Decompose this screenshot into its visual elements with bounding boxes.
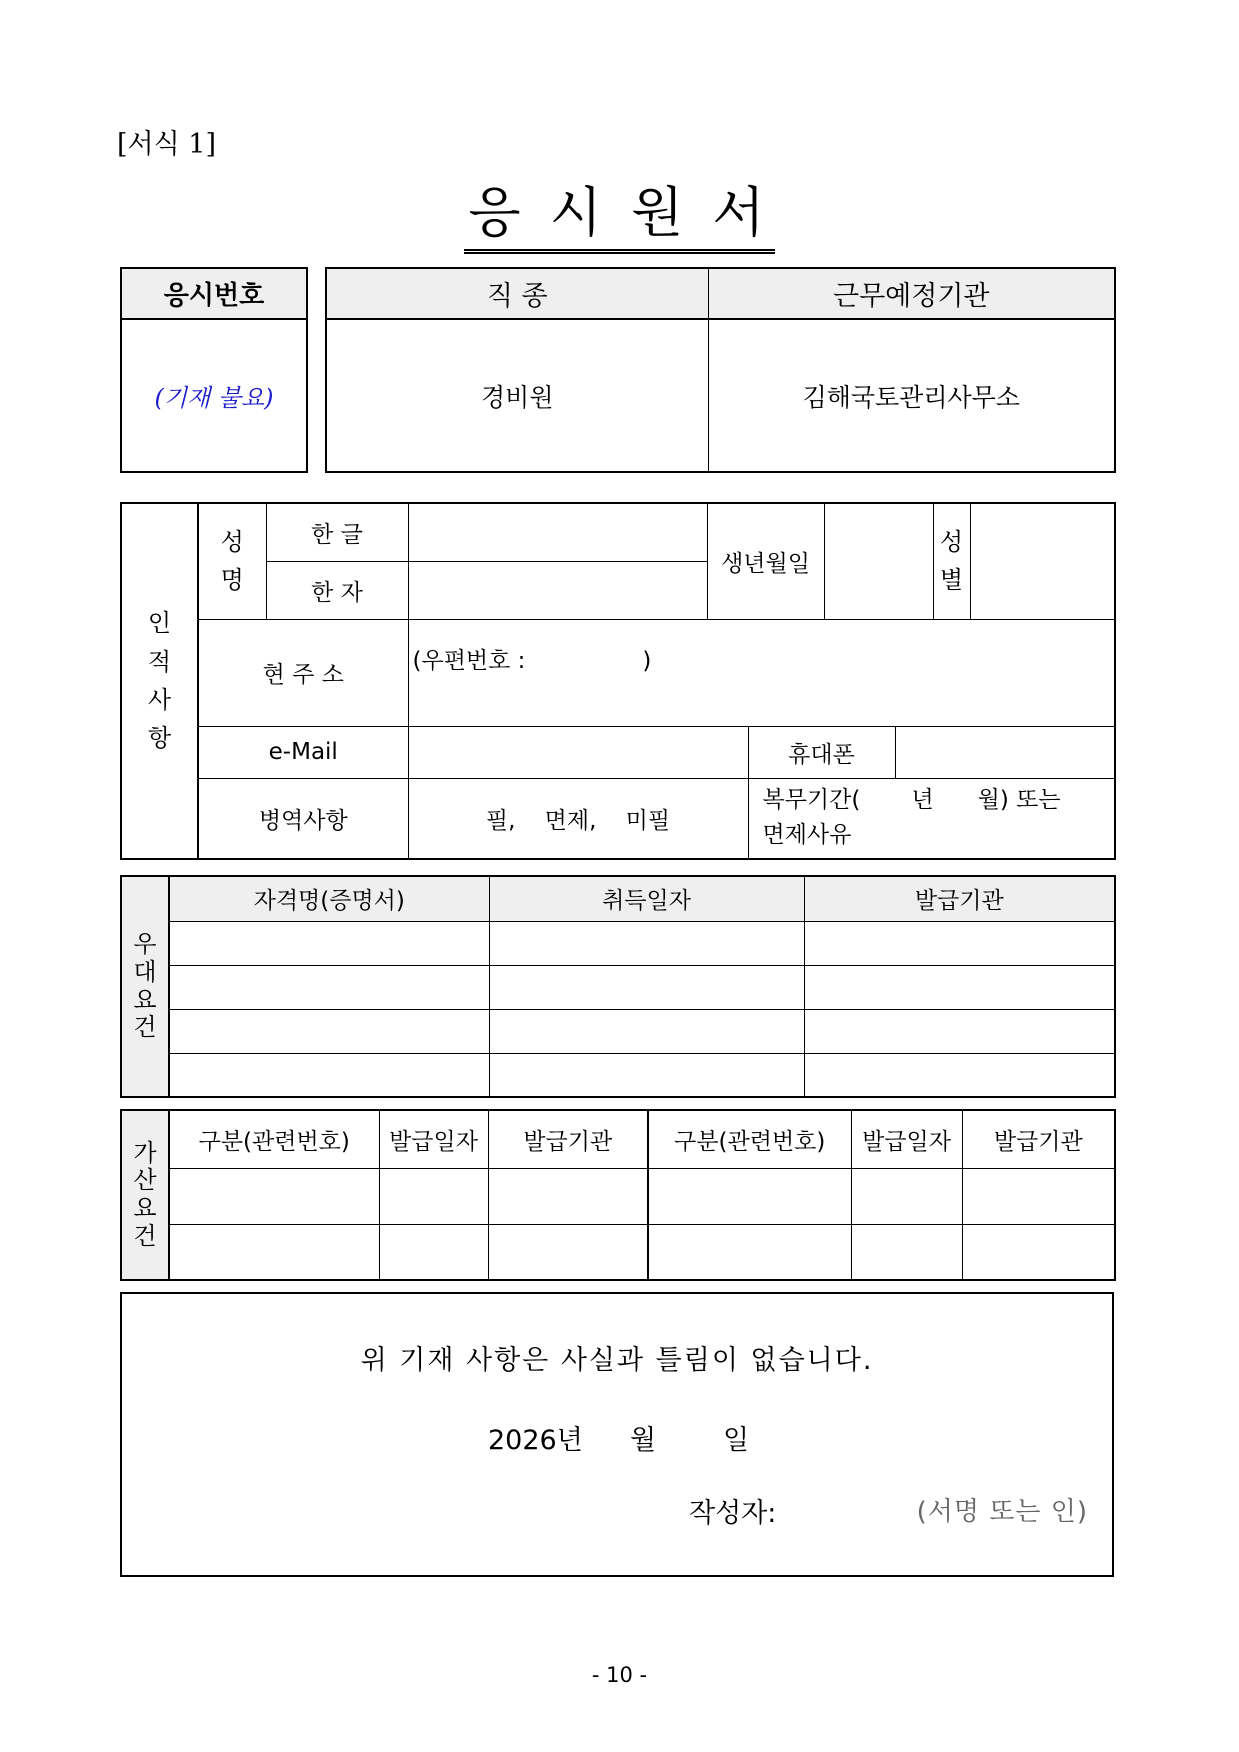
org-value: 김해국토관리사무소 [708, 319, 1115, 472]
gender-input[interactable] [970, 503, 1115, 619]
gender-char: 별 [939, 566, 964, 595]
personal-section-label [121, 503, 198, 859]
page-number: - 10 - [591, 1663, 648, 1687]
hanja-name-input[interactable] [408, 561, 707, 619]
birth-label: 생년월일 [707, 503, 824, 619]
bonus-cell[interactable] [379, 1224, 488, 1280]
section-char: 사 [147, 686, 172, 714]
military-detail[interactable] [748, 778, 1115, 859]
pref-header-date: 취득일자 [489, 876, 804, 921]
bonus-header-date-1: 발급일자 [379, 1110, 488, 1168]
pref-cell[interactable] [169, 1053, 489, 1097]
section-char: 산 [133, 1166, 157, 1195]
name-char: 성 [220, 527, 244, 556]
bonus-cell[interactable] [962, 1168, 1115, 1224]
bonus-cell[interactable] [648, 1168, 851, 1224]
job-value: 경비원 [326, 319, 708, 472]
date-day: 일 [723, 1425, 750, 1456]
postal-code-text: (우편번호 : ) [412, 647, 652, 674]
exam-number-box [120, 267, 308, 473]
bonus-cell[interactable] [379, 1168, 488, 1224]
section-char: 요 [133, 1194, 157, 1222]
pref-header-issuer: 발급기관 [804, 876, 1115, 921]
pref-cell[interactable] [489, 921, 804, 965]
section-char: 적 [147, 647, 172, 676]
email-label: e-Mail [198, 726, 408, 778]
confirmation-statement: 위 기재 사항은 사실과 틀림이 없습니다. [360, 1345, 874, 1376]
page-title: 응 시 원 서 [464, 170, 774, 254]
gender-label [933, 503, 970, 619]
bonus-header-category-1: 구분(관련번호) [169, 1110, 379, 1168]
email-input[interactable] [408, 726, 748, 778]
personal-info-table [120, 502, 1116, 860]
military-options[interactable]: 필, 면제, 미필 [408, 778, 748, 859]
section-char: 대 [133, 957, 157, 986]
birth-input[interactable] [824, 503, 933, 619]
org-header: 근무예정기관 [708, 268, 1115, 319]
bonus-header-date-2: 발급일자 [851, 1110, 962, 1168]
section-char: 건 [133, 1221, 157, 1250]
military-label: 병역사항 [198, 778, 408, 859]
bonus-cell[interactable] [962, 1224, 1115, 1280]
form-label: [서식 1] [117, 129, 216, 160]
bonus-header-issuer-2: 발급기관 [962, 1110, 1115, 1168]
section-char: 우 [133, 930, 157, 959]
bonus-table [120, 1109, 1116, 1281]
pref-cell[interactable] [489, 1053, 804, 1097]
pref-cell[interactable] [804, 1053, 1115, 1097]
job-header: 직 종 [326, 268, 708, 319]
section-char: 항 [147, 724, 172, 753]
bonus-header-issuer-1: 발급기관 [488, 1110, 648, 1168]
job-org-box [325, 267, 1116, 473]
section-char: 가 [133, 1138, 157, 1167]
name-char: 명 [220, 566, 244, 595]
address-label: 현 주 소 [198, 619, 408, 726]
bonus-cell[interactable] [488, 1224, 648, 1280]
section-char: 인 [147, 609, 172, 638]
hanja-label: 한 자 [266, 561, 408, 619]
service-period: 복무기간( 년 월) 또는 [762, 786, 1061, 813]
bonus-section-label [121, 1110, 169, 1280]
pref-cell[interactable] [169, 1009, 489, 1053]
phone-label: 휴대폰 [748, 726, 895, 778]
pref-cell[interactable] [804, 965, 1115, 1009]
pref-header-cert: 자격명(증명서) [169, 876, 489, 921]
signature-hint[interactable]: (서명 또는 인) [916, 1497, 1088, 1527]
preference-table [120, 875, 1116, 1098]
name-label [198, 503, 266, 619]
bonus-cell[interactable] [169, 1224, 379, 1280]
bonus-header-category-2: 구분(관련번호) [648, 1110, 851, 1168]
hangul-name-input[interactable] [408, 503, 707, 561]
bonus-cell[interactable] [169, 1168, 379, 1224]
section-char: 요 [133, 985, 157, 1014]
gender-char: 성 [939, 527, 964, 556]
section-char: 건 [133, 1013, 157, 1042]
bonus-cell[interactable] [648, 1224, 851, 1280]
bonus-cell[interactable] [488, 1168, 648, 1224]
bonus-cell[interactable] [851, 1168, 962, 1224]
phone-input[interactable] [895, 726, 1115, 778]
date-month: 월 [630, 1425, 657, 1456]
pref-cell[interactable] [169, 965, 489, 1009]
pref-cell[interactable] [169, 921, 489, 965]
date-year: 2026년 [488, 1425, 583, 1456]
pref-cell[interactable] [489, 965, 804, 1009]
pref-cell[interactable] [804, 1009, 1115, 1053]
writer-label: 작성자: [689, 1498, 777, 1529]
exempt-reason: 면제사유 [762, 822, 852, 849]
bonus-cell[interactable] [851, 1224, 962, 1280]
pref-cell[interactable] [489, 1009, 804, 1053]
pref-cell[interactable] [804, 921, 1115, 965]
preference-section-label [121, 876, 169, 1097]
exam-number-value: (기재 불요) [121, 319, 307, 472]
exam-number-header: 응시번호 [121, 268, 307, 319]
hangul-label: 한 글 [266, 503, 408, 561]
title-wrap [0, 170, 1239, 254]
address-input[interactable] [408, 619, 1115, 726]
confirmation-box [120, 1292, 1114, 1577]
